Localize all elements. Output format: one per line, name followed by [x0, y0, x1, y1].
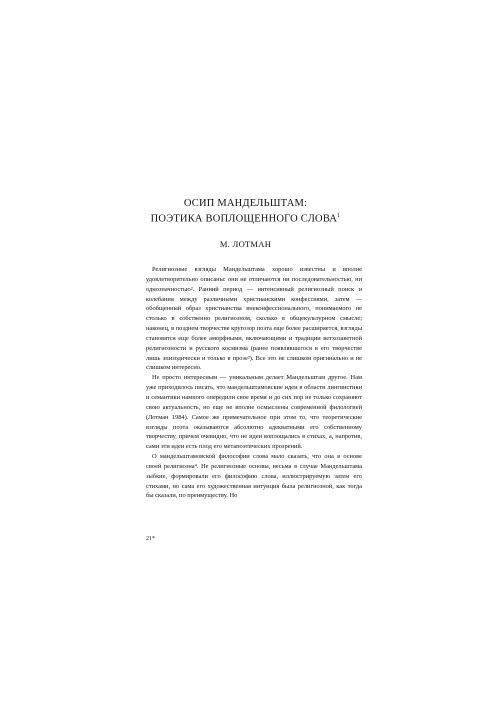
article-title-text: ПОЭТИКА ВОПЛОЩЕННОГО СЛОВА	[150, 213, 338, 225]
page-signature: 21*	[146, 536, 155, 542]
paragraph: О мандельштамовской философии слова мало сказать, что она в основе своей религиозна⁴. Не религиозные основы, весьма в случае Мандельштама зыбкие, формировали его философию слова, иллюстрируемую затем его стихами, но сама его художественная интуиция была религиозной, как тогда бы сказали, по преимуществу. Но	[146, 453, 362, 500]
article-body	[146, 265, 362, 501]
author-name: М. ЛОТМАН	[219, 239, 272, 249]
article-title-line-2	[0, 213, 491, 225]
paragraph: Религиозные взгляды Мандельштама хорошо известны и вполне удовлетворительно описаны: они не отличаются ни последовательностью, ни однозначностью². Ранний период — интенсивный религиозный поиск и колебания между различными христианскими конфессиями, затем — обобщенный образ христианства внеконфессионального, понимаемого не столько в собственно религиозном, сколько в общекультурном смысле; наконец, в позднем творчестве кругозор поэта еще более расширяется, взгляды становятся еще более аморфными, включающими и традиции ветхозаветной религиозности и русского космизма (ранее появлявшегося в его творчестве лишь эпизодически и только в прозе³). Все это не слишком оригинально и не слишком интересно.	[146, 266, 362, 372]
footnote-marker: 1	[337, 213, 341, 219]
paragraph: Не просто интересным — уникальным делает Мандельштам другое. Нам уже приходилось писать, что мандельштамовские идеи в области лингвистики и семантики намного опередили свое время и до сих пор не только сохраняют свою актуальность, но еще не вполне осмыслены современной филологией (Лотман 1984). Самое же примечательное при этом то, что теоретические взгляды поэта оказываются абсолютно адекватными его собственному творчеству, причем очевидно, что не идеи воплощались в стихах, а, напротив, сами эти идеи есть плод его метапоэтических прозрений.	[146, 374, 362, 451]
article-title-line-1: ОСИП МАНДЕЛЬШТАМ:	[183, 198, 308, 209]
